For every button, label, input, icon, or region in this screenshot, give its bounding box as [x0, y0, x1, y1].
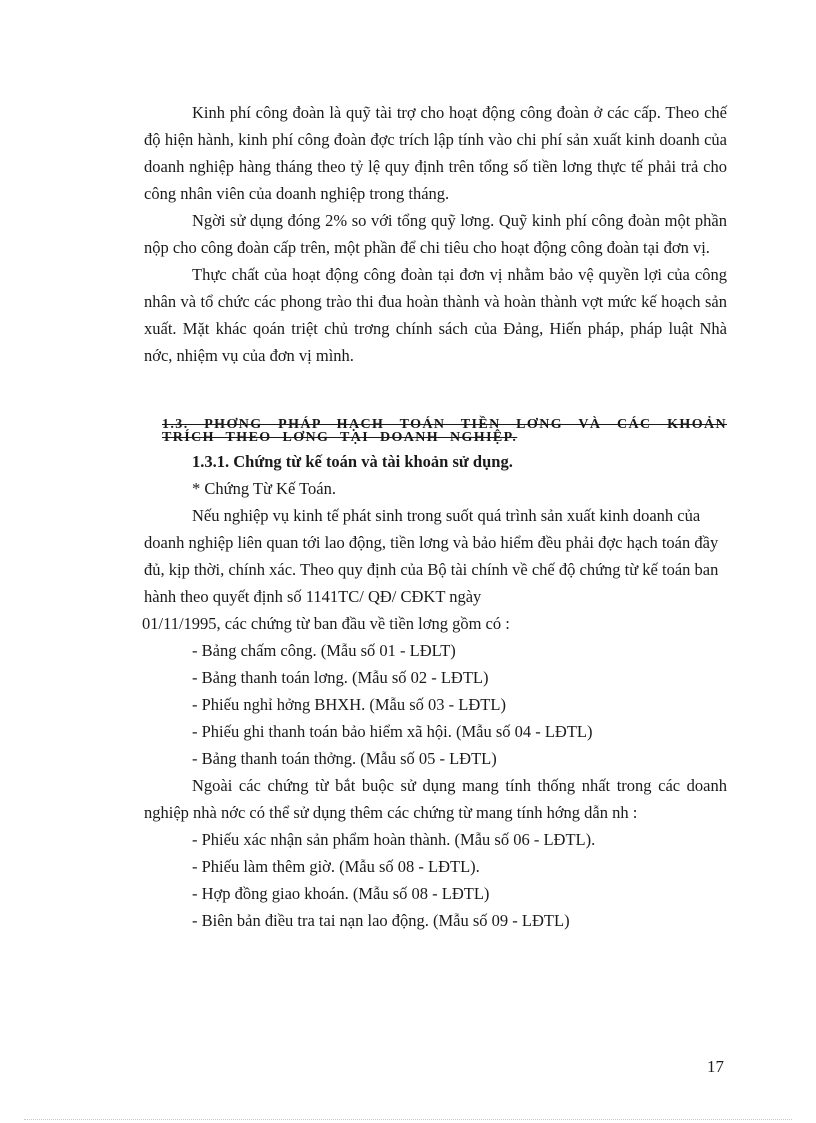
list-item: - Phiếu ghi thanh toán bảo hiểm xã hội. (Mẫu số 04 - LĐTL) — [192, 722, 593, 741]
page-number: 17 — [707, 1057, 724, 1076]
list-item: - Bảng thanh toán thởng. (Mẫu số 05 - LĐTL) — [192, 749, 497, 768]
paragraph: Ngời sử dụng đóng 2% so với tổng quỹ lơng. Quỹ kinh phí công đoàn một phần nộp cho công đoàn cấp trên, một phần để chi tiêu cho hoạt động công đoàn tại đơn vị. — [144, 211, 727, 257]
section-heading: 1.3. PHƠNG PHÁP HẠCH TOÁN TIỀN LƠNG VÀ CÁC KHOẢN TRÍCH THEO LƠNG TẠI DOANH NGHIỆP. — [162, 417, 727, 445]
list-item: - Biên bản điều tra tai nạn lao động. (Mẫu số 09 - LĐTL) — [192, 911, 570, 930]
paragraph: Kinh phí công đoàn là quỹ tài trợ cho hoạt động công đoàn ở các cấp. Theo chế độ hiện hành, kinh phí công đoàn đợc trích lập tính vào chi phí sản xuất kinh doanh của doanh nghiệp hàng tháng theo tỷ lệ quy định trên tổng số tiền lơng thực tế phải trả cho công nhân viên của doanh nghiệp trong tháng. — [144, 103, 727, 203]
subsection-note: * Chứng Từ Kế Toán. — [192, 479, 336, 498]
list-item: - Bảng chấm công. (Mẫu số 01 - LĐLT) — [192, 641, 456, 660]
subsection-heading: 1.3.1. Chứng từ kế toán và tài khoản sử dụng. — [192, 452, 513, 471]
footer-divider — [24, 1119, 792, 1120]
paragraph: Ngoài các chứng từ bắt buộc sử dụng mang tính thống nhất trong các doanh nghiệp nhà nớc có thể sử dụng thêm các chứng từ mang tính hớng dẫn nh : — [144, 776, 727, 822]
list-item: - Phiếu làm thêm giờ. (Mẫu số 08 - LĐTL). — [192, 857, 480, 876]
list-item: - Phiếu nghỉ hởng BHXH. (Mẫu số 03 - LĐTL) — [192, 695, 506, 714]
list-item: - Phiếu xác nhận sản phẩm hoàn thành. (Mẫu số 06 - LĐTL). — [192, 830, 596, 849]
paragraph: Nếu nghiệp vụ kinh tế phát sinh trong suốt quá trình sản xuất kinh doanh của doanh nghiệp liên quan tới lao động, tiền lơng và bảo hiểm đều phải đợc hạch toán đầy đủ, kịp thời, chính xác. Theo quy định của Bộ tài chính về chế độ chứng từ kế toán ban hành theo quyết định số 1141TC/ QĐ/ CĐKT ngày — [144, 506, 719, 606]
list-item: - Bảng thanh toán lơng. (Mẫu số 02 - LĐTL) — [192, 668, 489, 687]
paragraph: 01/11/1995, các chứng từ ban đầu về tiền lơng gồm có : — [142, 614, 510, 633]
body-text-lower — [144, 416, 727, 934]
list-item: - Hợp đồng giao khoán. (Mẫu số 08 - LĐTL) — [192, 884, 490, 903]
paragraph: Thực chất của hoạt động công đoàn tại đơn vị nhằm bảo vệ quyền lợi của công nhân và tổ chức các phong trào thi đua hoàn thành và hoàn thành vợt mức kế hoạch sản xuất. Mặt khác qoán triệt chủ trơng chính sách của Đảng, Hiến pháp, pháp luật Nhà nớc, nhiệm vụ của đơn vị mình. — [144, 265, 727, 365]
body-text-upper — [144, 99, 727, 369]
